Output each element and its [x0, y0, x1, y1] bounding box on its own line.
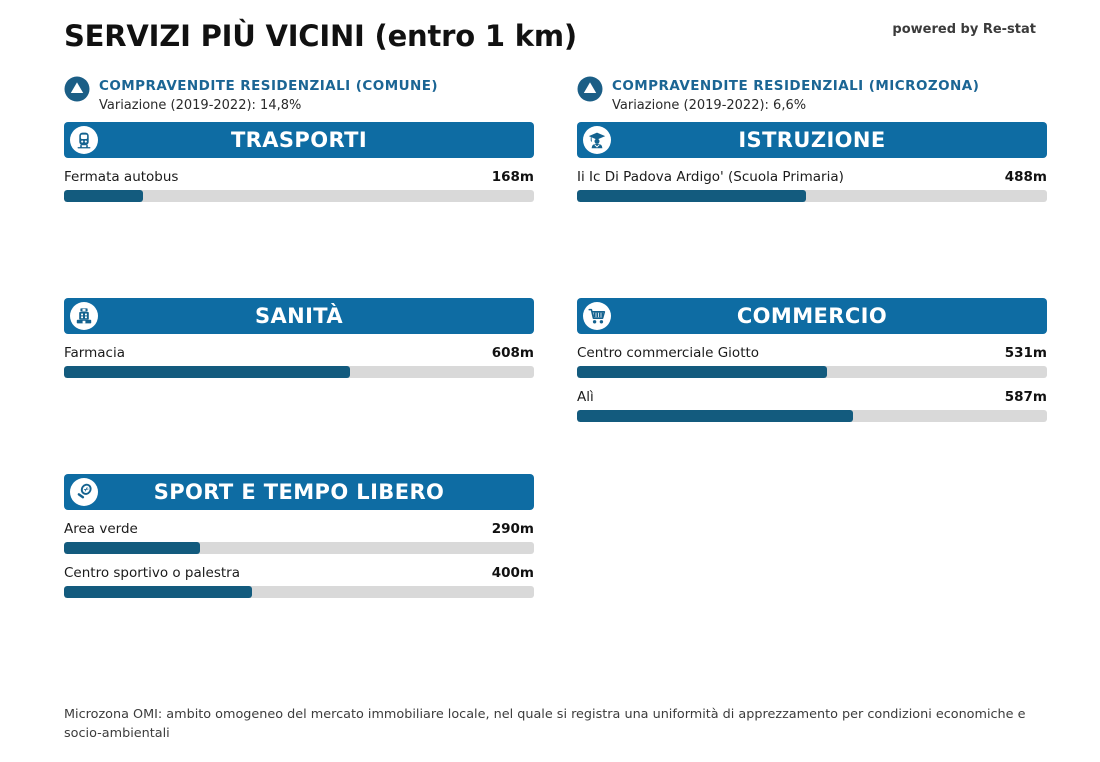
- triangle-up-circle-icon: [64, 76, 90, 102]
- shopping-cart-icon: [583, 302, 611, 330]
- graduate-icon: [583, 126, 611, 154]
- distance-bar-fill: [577, 190, 806, 202]
- powered-by-label: powered by Re-stat: [892, 22, 1036, 37]
- service-label-line: [64, 521, 534, 537]
- service-row: [64, 521, 534, 554]
- service-name: Alì: [577, 389, 594, 405]
- category-title: TRASPORTI: [230, 128, 368, 152]
- kpi-subtitle: Variazione (2019-2022): 14,8%: [99, 98, 302, 113]
- category-header: [64, 122, 534, 158]
- kpi-compravendite-comune: [64, 74, 534, 122]
- service-label-line: [577, 345, 1047, 361]
- content-columns: [64, 62, 1047, 598]
- distance-bar-track: [577, 366, 1047, 378]
- distance-bar-fill: [64, 366, 350, 378]
- distance-bar-fill: [64, 586, 252, 598]
- service-label-line: [64, 565, 534, 581]
- category-header: [64, 298, 534, 334]
- category-header: [577, 298, 1047, 334]
- left-column: [64, 62, 534, 598]
- service-label-line: [577, 389, 1047, 405]
- distance-bar-track: [64, 586, 534, 598]
- distance-bar-fill: [577, 410, 853, 422]
- distance-bar-fill: [64, 542, 200, 554]
- kpi-text-block: [612, 74, 979, 115]
- kpi-compravendite-microzona: [577, 74, 1047, 122]
- train-icon: [70, 126, 98, 154]
- page-title: SERVIZI PIÙ VICINI (entro 1 km): [64, 19, 577, 53]
- service-row: [577, 345, 1047, 378]
- category-title: SANITÀ: [254, 304, 344, 328]
- service-distance: 400m: [491, 565, 534, 581]
- spacer: [64, 378, 534, 474]
- category-sport-e-tempo-libero: [64, 474, 534, 598]
- service-row: [577, 389, 1047, 422]
- service-distance: 531m: [1004, 345, 1047, 361]
- distance-bar-track: [64, 190, 534, 202]
- service-name: Fermata autobus: [64, 169, 179, 185]
- distance-bar-track: [64, 366, 534, 378]
- service-distance: 608m: [491, 345, 534, 361]
- service-name: Area verde: [64, 521, 138, 537]
- distance-bar-track: [577, 410, 1047, 422]
- service-distance: 290m: [491, 521, 534, 537]
- category-header: [64, 474, 534, 510]
- footnote-microzona-omi: Microzona OMI: ambito omogeneo del mercato immobiliare locale, nel quale si registra una uniformità di apprezzamento per condizioni economiche e socio-ambientali: [64, 707, 1026, 741]
- racket-icon: [70, 478, 98, 506]
- category-title: ISTRUZIONE: [738, 128, 886, 152]
- service-row: [64, 345, 534, 378]
- service-name: Farmacia: [64, 345, 125, 361]
- service-label-line: [64, 169, 534, 185]
- spacer: [64, 202, 534, 298]
- category-title: COMMERCIO: [736, 304, 888, 328]
- category-trasporti: [64, 122, 534, 202]
- service-row: [64, 169, 534, 202]
- page-header: [64, 0, 1036, 62]
- hospital-icon: [70, 302, 98, 330]
- triangle-up-circle-icon: [577, 76, 603, 102]
- spacer: [577, 202, 1047, 298]
- service-distance: 488m: [1004, 169, 1047, 185]
- service-label-line: [64, 345, 534, 361]
- service-distance: 587m: [1004, 389, 1047, 405]
- service-row: [577, 169, 1047, 202]
- category-header: [577, 122, 1047, 158]
- category-sanita: [64, 298, 534, 378]
- kpi-title: COMPRAVENDITE RESIDENZIALI (MICROZONA): [612, 78, 980, 94]
- service-name: Centro sportivo o palestra: [64, 565, 240, 581]
- service-name: Centro commerciale Giotto: [577, 345, 760, 361]
- service-label-line: [577, 169, 1047, 185]
- kpi-title: COMPRAVENDITE RESIDENZIALI (COMUNE): [99, 78, 439, 94]
- distance-bar-fill: [64, 190, 143, 202]
- service-distance: 168m: [491, 169, 534, 185]
- kpi-subtitle: Variazione (2019-2022): 6,6%: [612, 98, 807, 113]
- category-istruzione: [577, 122, 1047, 202]
- service-row: [64, 565, 534, 598]
- category-title: SPORT E TEMPO LIBERO: [153, 480, 445, 504]
- kpi-text-block: [99, 74, 438, 115]
- right-column: [577, 62, 1047, 422]
- distance-bar-fill: [577, 366, 827, 378]
- distance-bar-track: [577, 190, 1047, 202]
- distance-bar-track: [64, 542, 534, 554]
- category-commercio: [577, 298, 1047, 422]
- service-name: Ii Ic Di Padova Ardigo' (Scuola Primaria): [577, 169, 844, 185]
